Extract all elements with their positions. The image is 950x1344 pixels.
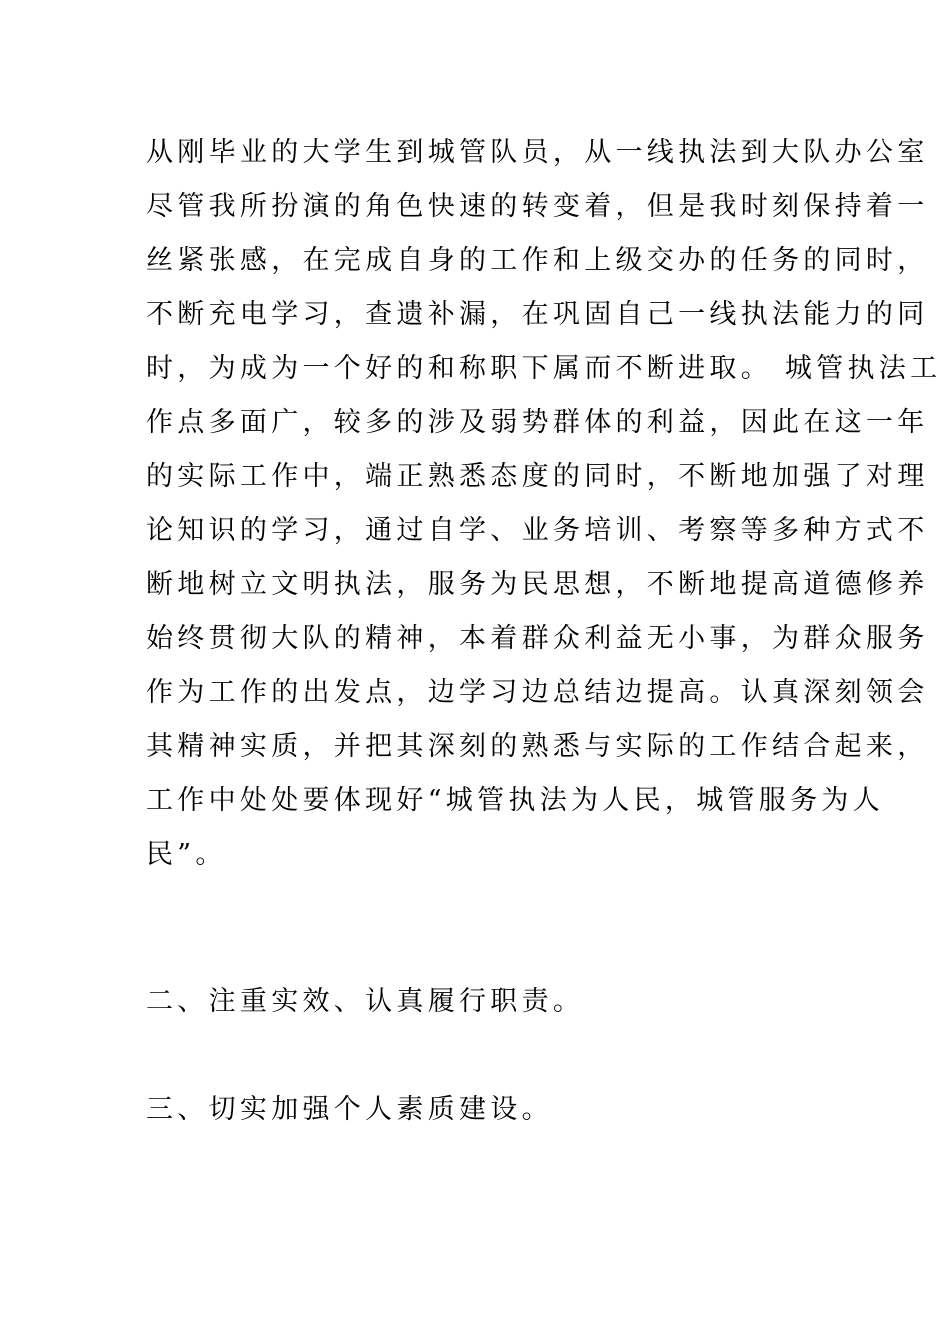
section-heading-3: 三、切实加强个人素质建设。 (146, 1094, 553, 1125)
paragraph-line: 断地树立文明执法，服务为民思想，不断地提高道德修养 (146, 569, 929, 600)
paragraph-line: 丝紧张感，在完成自身的工作和上级交办的任务的同时， (146, 245, 929, 276)
paragraph-line: 作点多面广，较多的涉及弱势群体的利益，因此在这一年 (146, 407, 929, 438)
paragraph-line: 从刚毕业的大学生到城管队员，从一线执法到大队办公室 (146, 137, 929, 168)
paragraph-line: 论知识的学习，通过自学、业务培训、考察等多种方式不 (146, 515, 929, 546)
paragraph-line: 始终贯彻大队的精神，本着群众利益无小事，为群众服务 (146, 623, 929, 654)
paragraph-line: 工作中处处要体现好“城管执法为人民，城管服务为人 (146, 785, 885, 816)
paragraph-line: 其精神实质，并把其深刻的熟悉与实际的工作结合起来， (146, 731, 929, 762)
paragraph-line: 不断充电学习，查遗补漏，在巩固自己一线执法能力的同 (146, 299, 929, 330)
paragraph-line: 时，为成为一个好的和称职下属而不断进取。 城管执法工 (146, 353, 942, 384)
paragraph-line: 作为工作的出发点，边学习边总结边提高。认真深刻领会 (146, 677, 929, 708)
paragraph-line: 尽管我所扮演的角色快速的转变着，但是我时刻保持着一 (146, 191, 929, 222)
paragraph-line: 的实际工作中，端正熟悉态度的同时，不断地加强了对理 (146, 461, 929, 492)
paragraph-line: 民”。 (146, 839, 227, 870)
section-heading-2: 二、注重实效、认真履行职责。 (146, 986, 585, 1017)
